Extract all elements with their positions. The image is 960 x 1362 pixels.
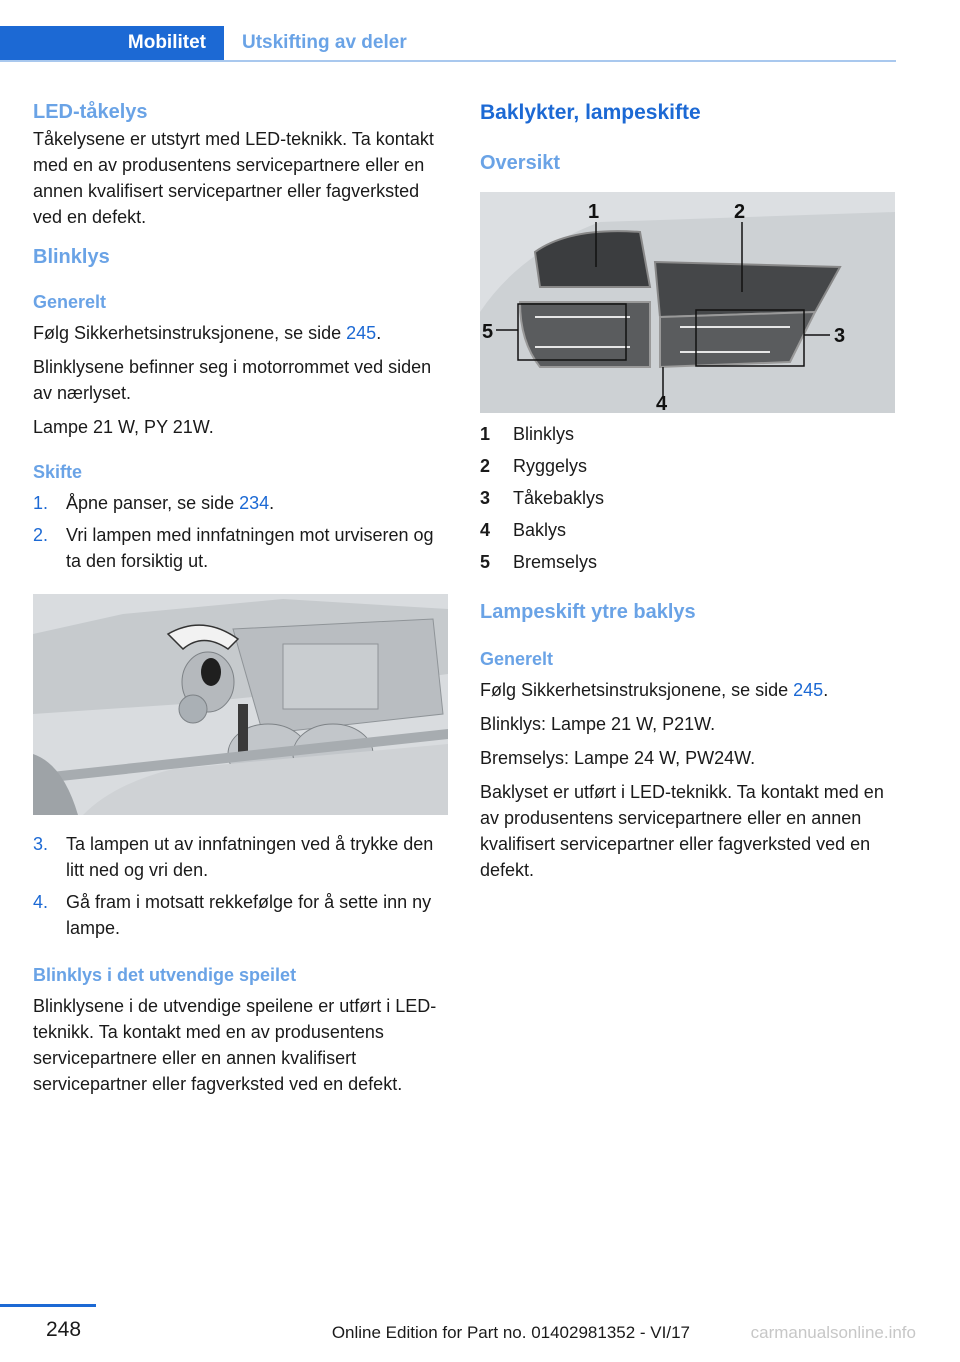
legend-item xyxy=(480,517,896,549)
callout-4: 4 xyxy=(656,393,668,413)
outer-tail-light-heading: Lampeskift ytre baklys xyxy=(480,601,696,623)
left-column xyxy=(33,100,449,1105)
legend-label: Blinklys xyxy=(513,424,575,444)
legend-item xyxy=(480,421,896,453)
legend-number: 2 xyxy=(480,456,491,476)
step-4 xyxy=(33,889,449,941)
step-3-number: 3. xyxy=(33,834,49,854)
led-fog-text: Tåkelysene er utstyrt med LED-teknikk. Ta kontakt med en av produsentens servicepartnere eller en annen kvalifisert servicepartner eller fagverksted ved en defekt. xyxy=(33,129,434,227)
legend-item xyxy=(480,453,896,485)
blink-lamp-text: Blinklys: Lampe 21 W, P21W. xyxy=(480,714,716,734)
led-tail-text: Baklyset er utført i LED-teknikk. Ta kontakt med en av produsentens servicepartnere eller en annen kvalifisert servicepartner eller fagverksted ved en defekt. xyxy=(480,782,884,880)
legend-item xyxy=(480,549,896,581)
engine-bay-illustration xyxy=(33,594,448,815)
footer-divider xyxy=(0,1304,96,1307)
safety-prefix: Følg Sikkerhetsinstruksjonene, se side xyxy=(33,323,347,343)
oversikt-heading: Oversikt xyxy=(480,152,561,174)
right-column xyxy=(480,100,896,891)
safety-reference xyxy=(33,320,449,346)
legend-label: Baklys xyxy=(513,520,567,540)
header-divider xyxy=(0,60,896,62)
tab-utskifting-av-deler[interactable]: Utskifting av deler xyxy=(242,32,407,53)
location-text: Blinklysene befinner seg i motorrommet ved siden av nærlyset. xyxy=(33,357,432,403)
step-2 xyxy=(33,522,449,574)
step-4-text: Gå fram i motsatt rekkefølge for å sette inn ny lampe. xyxy=(66,892,432,938)
legend-number: 3 xyxy=(480,488,491,508)
step-1-text xyxy=(66,490,449,516)
step-1-prefix: Åpne panser, se side xyxy=(66,493,240,513)
right-safety-page-link[interactable]: 245 xyxy=(793,680,824,700)
mirror-text: Blinklysene i de utvendige speilene er utført i LED-teknikk. Ta kontakt med en av produsentens servicepartnere eller en annen kvalifisert servicepartner eller fagverksted ved en defekt. xyxy=(33,996,437,1094)
mirror-heading: Blinklys i det utvendige speilet xyxy=(33,965,297,985)
step-2-text: Vri lampen med innfatningen mot urviseren og ta den forsiktig ut. xyxy=(66,525,434,571)
step-1-suffix: . xyxy=(269,493,275,513)
legend-list xyxy=(480,421,896,581)
lamp-text: Lampe 21 W, PY 21W. xyxy=(33,417,214,437)
header xyxy=(0,26,896,62)
safety-page-link[interactable]: 245 xyxy=(346,323,377,343)
brake-lamp-text: Bremselys: Lampe 24 W, PW24W. xyxy=(480,748,756,768)
tail-light-illustration xyxy=(480,192,895,413)
step-1-page-link[interactable]: 234 xyxy=(239,493,270,513)
callout-5: 5 xyxy=(482,321,494,343)
led-fog-heading: LED-tåkelys xyxy=(33,101,148,123)
legend-item xyxy=(480,485,896,517)
legend-label: Ryggelys xyxy=(513,456,588,476)
generelt-heading: Generelt xyxy=(33,292,107,312)
right-safety-suffix: . xyxy=(823,680,829,700)
callout-1: 1 xyxy=(588,201,600,223)
step-1 xyxy=(33,490,449,516)
page-number: 248 xyxy=(46,1318,82,1341)
legend-number: 1 xyxy=(480,424,491,444)
callout-2: 2 xyxy=(734,201,746,223)
step-3-text: Ta lampen ut av innfatningen ved å trykke den litt ned og vri den. xyxy=(66,834,434,880)
watermark: carmanualsonline.info xyxy=(750,1323,916,1342)
legend-label: Bremselys xyxy=(513,552,598,572)
blinklys-heading: Blinklys xyxy=(33,246,110,268)
edition-note: Online Edition for Part no. 01402981352 - VI/17 xyxy=(331,1323,690,1342)
tail-lights-heading: Baklykter, lampeskifte xyxy=(480,101,701,124)
safety-suffix: . xyxy=(376,323,382,343)
step-1-number: 1. xyxy=(33,493,49,513)
right-safety-prefix: Følg Sikkerhetsinstruksjonene, se side xyxy=(480,680,794,700)
callout-3: 3 xyxy=(834,325,846,347)
step-3 xyxy=(33,831,449,883)
legend-number: 5 xyxy=(480,552,491,572)
step-2-number: 2. xyxy=(33,525,49,545)
legend-number: 4 xyxy=(480,520,491,540)
right-generelt-heading: Generelt xyxy=(480,649,554,669)
tab-mobilitet[interactable]: Mobilitet xyxy=(0,26,224,60)
right-safety-reference xyxy=(480,677,896,703)
legend-label: Tåkebaklys xyxy=(513,488,605,508)
skifte-heading: Skifte xyxy=(33,462,83,482)
step-4-number: 4. xyxy=(33,892,49,912)
